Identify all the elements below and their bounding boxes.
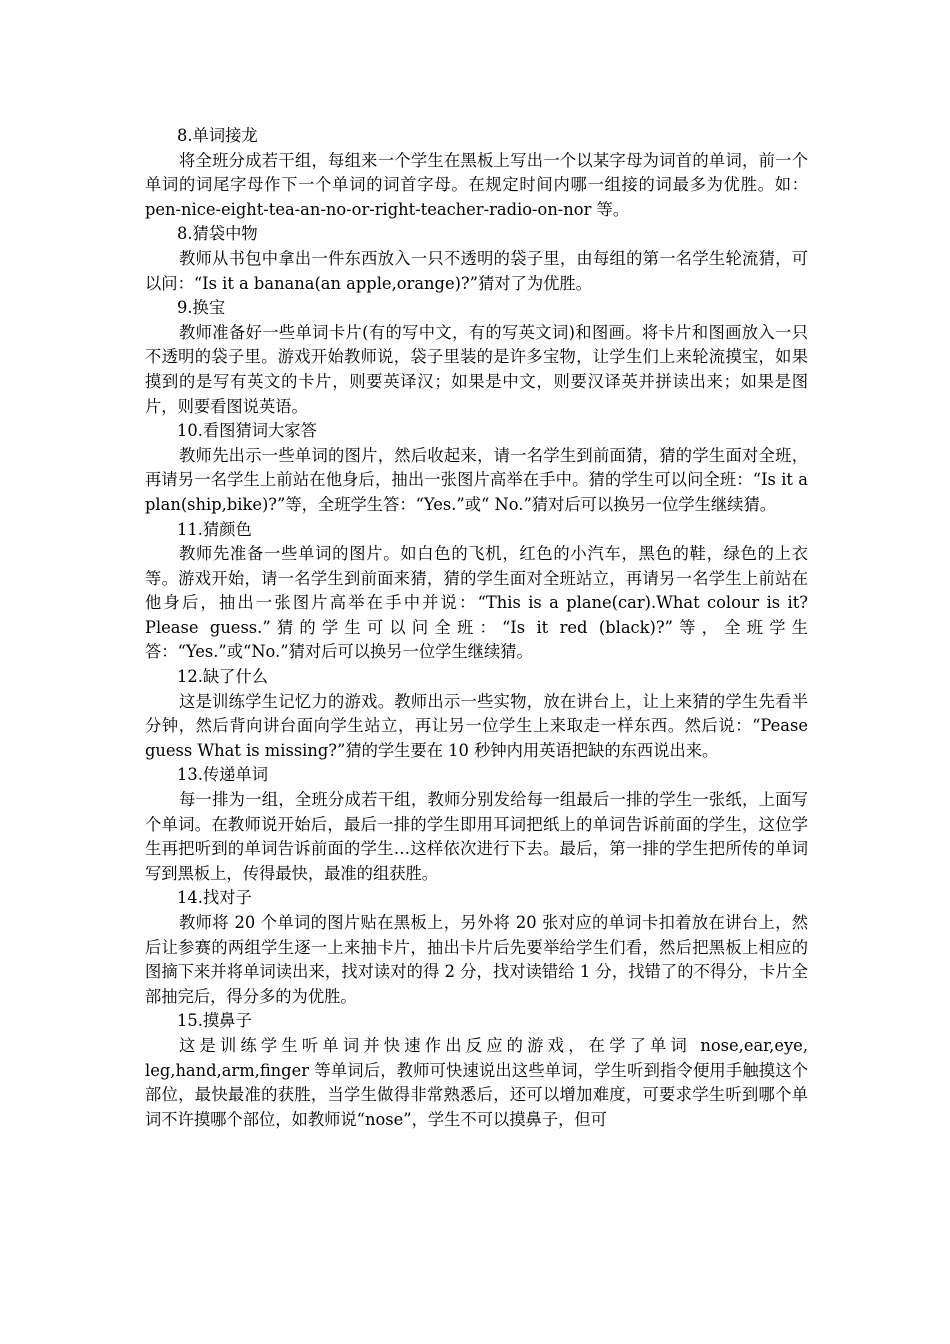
section-title-touch-nose: 15.摸鼻子 bbox=[177, 1011, 252, 1031]
section-body-picture-guess: 教师先出示一些单词的图片，然后收起来，请一名学生到前面猜，猜的学生面对全班，再请另一名学生上前站在他身后，抽出一张图片高举在手中。猜的学生可以问全班：“Is it a plan(ship,bike)?”等，全班学生答：“Yes.”或“ No.”猜对后可以换另一位学生继续猜。 bbox=[145, 445, 808, 514]
section-title-pass-word: 13.传递单词 bbox=[177, 765, 269, 785]
section-body-whats-missing: 这是训练学生记忆力的游戏。教师出示一些实物，放在讲台上，让上来猜的学生先看半分钟，然后背向讲台面向学生站立，再让另一位学生上来取走一样东西。然后说：“Pease guess What is missing?”猜的学生要在 10 秒钟内用英语把缺的东西说出来。 bbox=[145, 691, 808, 760]
section-title-word-chain: 8.单词接龙 bbox=[177, 126, 258, 145]
section-body-guess-bag: 教师从书包中拿出一件东西放入一只不透明的袋子里，由每组的第一名学生轮流猜，可以问：“Is it a banana(an apple,orange)?”猜对了为优胜。 bbox=[145, 248, 808, 293]
section-body-treasure: 教师准备好一些单词卡片(有的写中文，有的写英文词)和图画。将卡片和图画放入一只不透明的袋子里。游戏开始教师说，袋子里装的是许多宝物，让学生们上来轮流摸宝，如果摸到的是写有英文的卡片，则要英译汉；如果是中文，则要汉译英并拼读出来；如果是图片，则要看图说英语。 bbox=[145, 322, 808, 416]
section-title-guess-bag: 8.猜袋中物 bbox=[177, 224, 258, 244]
section-title-whats-missing: 12.缺了什么 bbox=[177, 667, 269, 687]
section-body-find-pairs: 教师将 20 个单词的图片贴在黑板上，另外将 20 张对应的单词卡扣着放在讲台上，然后让参赛的两组学生逐一上来抽卡片，抽出卡片后先要举给学生们看，然后把黑板上相应的图摘下来并将单词读出来，找对读对的得 2 分，找对读错给 1 分，找错了的不得分，卡片全部抽完后，得分多的为优胜。 bbox=[145, 913, 808, 1006]
section-body-touch-nose: 这是训练学生听单词并快速作出反应的游戏，在学了单词 nose,ear,eye, leg,hand,arm,finger 等单词后，教师可快速说出这些单词，学生听到指令便用手触摸这个部位，最快最准的获胜，当学生做得非常熟悉后，还可以增加难度，可要求学生听到哪个单词不许摸哪个部位，如教师说“nose”，学生不可以摸鼻子，但可 bbox=[145, 1035, 808, 1129]
document-body bbox=[145, 124, 808, 1132]
section-body-word-chain: 将全班分成若干组，每组来一个学生在黑板上写出一个以某字母为词首的单词，前一个单词的词尾字母作下一个单词的词首字母。在规定时间内哪一组接的词最多为优胜。如：pen-nice-eight-tea-an-no-or-right-teacher-radio-on-nor 等。 bbox=[145, 150, 808, 219]
section-title-picture-guess: 10.看图猜词大家答 bbox=[177, 421, 317, 441]
section-body-pass-word: 每一排为一组，全班分成若干组，教师分别发给每一组最后一排的学生一张纸，上面写个单词。在教师说开始后，最后一排的学生即用耳词把纸上的单词告诉前面的学生，这位学生再把听到的单词告诉前面的学生…这样依次进行下去。最后，第一排的学生把所传的单词写到黑板上，传得最快，最准的组获胜。 bbox=[145, 790, 808, 883]
section-title-guess-color: 11.猜颜色 bbox=[177, 519, 252, 539]
section-title-find-pairs: 14.找对子 bbox=[177, 888, 252, 908]
section-title-treasure: 9.换宝 bbox=[177, 298, 226, 318]
section-body-guess-color: 教师先准备一些单词的图片。如白色的飞机，红色的小汽车，黑色的鞋，绿色的上衣等。游戏开始，请一名学生到前面来猜，猜的学生面对全班站立，再请另一名学生上前站在他身后，抽出一张图片高举在手中并说：“This is a plane(car).What colour is it?Please guess.”猜的学生可以问全班：“Is it red (black)?”等，全班学生答：“Yes.”或“No.”猜对后可以换另一位学生继续猜。 bbox=[145, 544, 808, 662]
